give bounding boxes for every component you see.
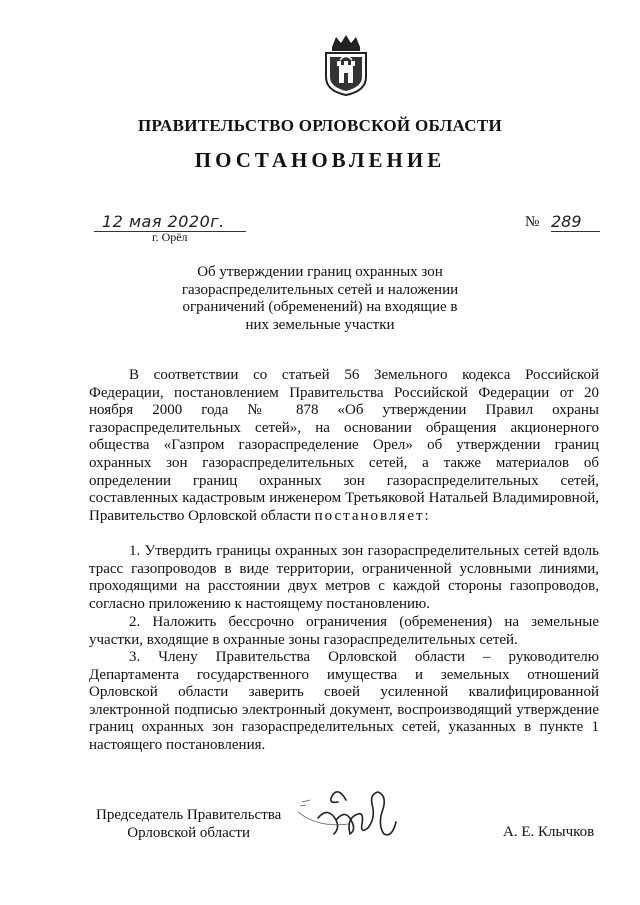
item-2: 2. Наложить бессрочно ограничения (обременения) на земельные участки, входящие в охранные зоны газораспределительных сетей. [89, 614, 599, 648]
document-subject: Об утверждении границ охранных зон газораспределительных сетей и наложении ограничений (обременений) на входящие в них земельные участки [181, 264, 459, 333]
position-line-2: Орловской области [127, 824, 251, 841]
number-label: № [525, 214, 540, 230]
number-field [525, 214, 600, 236]
document-type: ПОСТАНОВЛЕНИЕ [194, 148, 446, 172]
position-line-1: Председатель Правительства [96, 807, 282, 823]
handwritten-signature [288, 778, 408, 846]
preamble-text: В соответствии со статьей 56 Земельного кодекса Российской Федерации, постановлением Правительства Российской Федерации от 20 ноября 2000 года № 878 «Об утверждении Правил охраны газораспределительных сетей», на основании обращения акционерного общества «Газпром газораспределение Орел» об утверждении границ охранных зон газораспределительных сетей, а также материалов об определении границ охранных зон газораспределительных сетей, составленных кадастровым инженером Третьяковой Натальей Владимировной, Правительство Орловской области [89, 367, 599, 524]
government-title: ПРАВИТЕЛЬСТВО ОРЛОВСКОЙ ОБЛАСТИ [137, 116, 503, 135]
city: г. Орёл [152, 230, 188, 244]
handwritten-date: 12 мая 2020г. [102, 212, 225, 231]
item-1: 1. Утвердить границы охранных зон газораспределительных сетей вдоль трасс газопроводов в виде территории, ограниченной условными линиями, проходящими на расстоянии двух метров с каждой стороны газопроводов, согласно приложению к настоящему постановлению. [89, 543, 599, 612]
handwritten-number: 289 [551, 212, 582, 231]
number-underline [551, 231, 600, 232]
signatory-position [96, 807, 281, 842]
coat-of-arms-icon [322, 33, 370, 97]
preamble-paragraph [89, 367, 599, 525]
resolves-word: постановляет: [314, 507, 431, 524]
item-3: 3. Члену Правительства Орловской области – руководителю Департамента государственного имущества и земельных отношений Орловской области заверить своей усиленной квалифицированной электронной подписью электронный документ, воспроизводящий утверждение границ охранных зон газораспределительных сетей, указанных в пункте 1 настоящего постановления. [89, 649, 599, 753]
signatory-name: А. Е. Клычков [503, 824, 595, 840]
